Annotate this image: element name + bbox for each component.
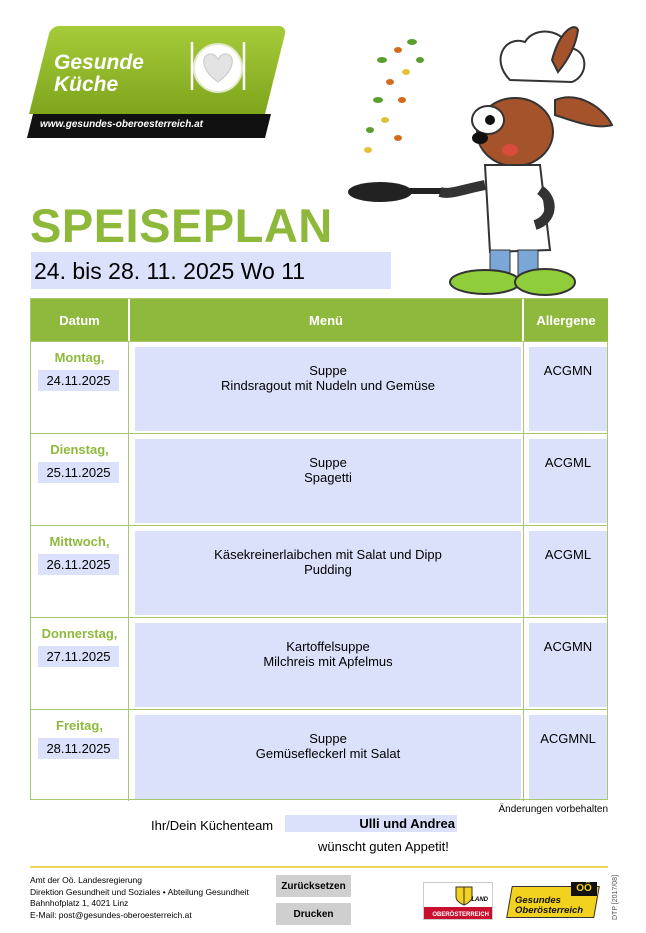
team-names: Ulli und Andrea (359, 816, 455, 831)
land-oberoesterreich-logo (423, 882, 493, 920)
land-label: LAND (471, 897, 488, 903)
date-field[interactable]: 27.11.2025 (38, 646, 119, 667)
menu-field[interactable] (135, 347, 521, 431)
menu-field[interactable] (135, 439, 521, 523)
page-title: SPEISEPLAN (30, 199, 333, 252)
goo-line2: Oberösterreich (515, 905, 584, 916)
menu-line: Suppe (309, 455, 347, 470)
menu-line: Suppe (309, 731, 347, 746)
menu-line: Milchreis mit Apfelmus (263, 654, 393, 669)
week-range: 24. bis 28. 11. 2025 Wo 11 (34, 258, 306, 284)
allergen-field[interactable] (529, 715, 607, 799)
menu-field[interactable] (135, 715, 521, 799)
date-field[interactable]: 25.11.2025 (38, 462, 119, 483)
address-line: Bahnhofplatz 1, 4021 Linz (30, 898, 129, 908)
menu-line: Käsekreinerlaibchen mit Salat und Dipp (214, 547, 442, 562)
goo-badge: OÖ (571, 882, 597, 896)
day-label: Freitag, (56, 718, 103, 733)
gesundes-ooe-logo (505, 882, 600, 920)
gesunde-kueche-logo (30, 22, 280, 142)
allergen-codes: ACGMNL (540, 731, 596, 746)
date-field[interactable]: 24.11.2025 (38, 370, 119, 391)
day-label: Montag, (54, 350, 105, 365)
logo-title (54, 52, 144, 96)
header-datum: Datum (31, 299, 128, 341)
allergen-field[interactable] (529, 623, 607, 707)
allergen-field[interactable] (529, 531, 607, 615)
allergen-codes: ACGMN (543, 639, 593, 654)
footer-divider (30, 866, 608, 868)
menu-line: Gemüsefleckerl mit Salat (255, 746, 401, 761)
table-row (31, 709, 607, 801)
address-line: Direktion Gesundheit und Soziales • Abteilung Gesundheit (30, 886, 249, 897)
menu-field[interactable] (135, 623, 521, 707)
address-block (30, 875, 249, 921)
coat-of-arms-icon (454, 885, 474, 907)
allergen-field[interactable] (529, 347, 607, 431)
date-field[interactable]: 28.11.2025 (38, 738, 119, 759)
menu-line: Pudding (304, 562, 352, 577)
table-row (31, 525, 607, 617)
goo-logo-text (515, 896, 583, 916)
day-label: Donnerstag, (41, 626, 118, 641)
day-label: Mittwoch, (49, 534, 110, 549)
logo-url: www.gesundes-oberoesterreich.at (40, 119, 204, 130)
menu-line: Suppe (309, 363, 347, 378)
address-line: Amt der Oö. Landesregierung (30, 875, 142, 885)
menu-line: Kartoffelsuppe (286, 639, 370, 654)
date-field[interactable]: 26.11.2025 (38, 554, 119, 575)
allergen-codes: ACGML (544, 455, 592, 470)
day-label: Dienstag, (50, 442, 109, 457)
menu-field[interactable] (135, 531, 521, 615)
table-row (31, 341, 607, 433)
allergen-codes: ACGMN (543, 363, 593, 378)
changes-note: Änderungen vorbehalten (498, 804, 608, 815)
table-row (31, 617, 607, 709)
flying-vegetables-icon (364, 39, 424, 153)
header-allergene: Allergene (524, 299, 608, 341)
table-row (31, 433, 607, 525)
table-header (31, 299, 607, 341)
address-line: E-Mail: post@gesundes-oberoesterreich.at (30, 909, 192, 920)
plate-heart-icon (188, 36, 248, 96)
header-menu: Menü (130, 299, 522, 341)
goo-line1: Gesundes (515, 895, 561, 906)
logo-line2: Küche (54, 73, 119, 96)
menu-line: Spagetti (304, 470, 352, 485)
allergen-codes: ACGML (544, 547, 592, 562)
appetit-text: wünscht guten Appetit! (318, 839, 449, 854)
dtp-code: DTP [2017/08] (612, 874, 619, 920)
menu-line: Rindsragout mit Nudeln und Gemüse (221, 378, 435, 393)
menu-table (30, 298, 608, 800)
land-name: OBERÖSTERREICH (432, 912, 489, 918)
team-label: Ihr/Dein Küchenteam (151, 818, 274, 833)
allergen-field[interactable] (529, 439, 607, 523)
land-strip (424, 907, 492, 919)
print-button[interactable]: Drucken (276, 903, 351, 925)
reset-button[interactable]: Zurücksetzen (276, 875, 351, 897)
logo-line1: Gesunde (54, 51, 144, 74)
